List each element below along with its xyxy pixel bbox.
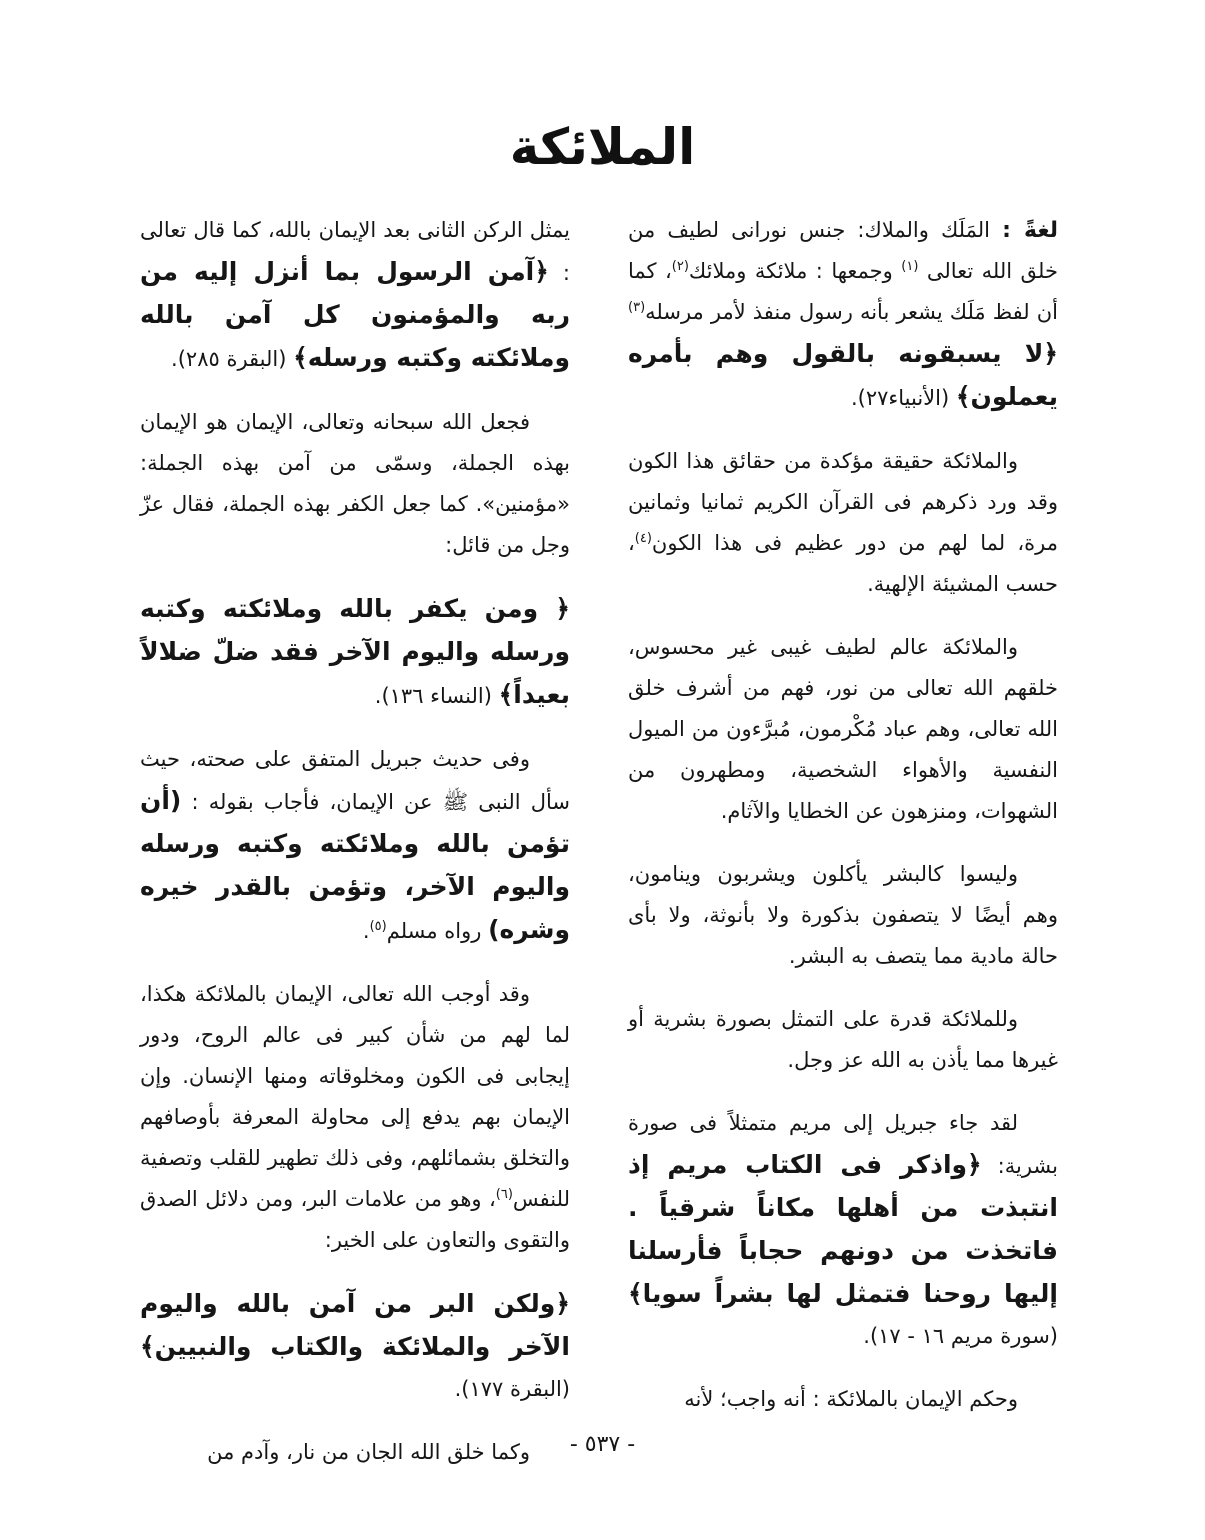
paragraph (628, 441, 1058, 605)
paragraph-text: وفى حديث جبريل المتفق على صحته، حيث سأل النبى ﷺ عن الإيمان، فأجاب بقوله : (140, 747, 570, 814)
hadith-quote: (أن تؤمن بالله وملائكته وكتبه ورسله واليوم الآخر، وتؤمن بالقدر خيره وشره) (140, 786, 570, 944)
paragraph-text: ، وهو من علامات البر، ومن دلائل الصدق والتقوى والتعاون على الخير: (140, 1187, 570, 1252)
quran-verse: ﴿لا يسبقونه بالقول وهم بأمره يعملون﴾ (628, 339, 1058, 411)
paragraph-text: ، كما أن لفظ مَلَك يشعر بأنه رسول منفذ لأمر مرسله (628, 259, 1058, 324)
paragraph-text: وجمعها : ملائكة وملائك (688, 259, 893, 283)
paragraph: وحكم الإيمان بالملائكة : أنه واجب؛ لأنه (684, 1387, 1018, 1411)
verse-reference: (سورة مريم ١٦ - ١٧). (863, 1324, 1058, 1348)
verse-reference: (البقرة ٢٨٥). (171, 347, 287, 371)
paragraph-text: والملائكة حقيقة مؤكدة من حقائق هذا الكون وقد ورد ذكرهم فى القرآن الكريم ثمانيا وثمانين مرة، لما لهم من دور عظيم فى هذا الكون (628, 449, 1058, 555)
paragraph: وللملائكة قدرة على التمثل بصورة بشرية أو غيرها مما يأذن به الله عز وجل. (628, 1007, 1058, 1072)
quran-verse: ﴿ ومن يكفر بالله وملائكته وكتبه ورسله واليوم الآخر فقد ضلّ ضلالاً بعيداً﴾ (140, 594, 570, 709)
page-number: - ٥٣٧ - (569, 1432, 636, 1457)
definition-label: لغةً : (1002, 218, 1058, 243)
paragraph-text: وقد أوجب الله تعالى، الإيمان بالملائكة هكذا، لما لهم من شأن كبير فى عالم الروح، ودور إيجابى فى الكون ومخلوقاته ومنها الإنسان. وإن الإيمان بهم يدفع إلى محاولة المعرفة بأوصافهم والتخلق بشمائلهم، وفى ذلك تطهير للقلب وتصفية للنفس (140, 982, 570, 1211)
quran-verse: ﴿واذكر فى الكتاب مريم إذ انتبذت من أهلها مكاناً شرقياً . فاتخذت من دونهم حجاباً فأرسلنا إليها روحنا فتمثل لها بشراً سويا﴾ (628, 1150, 1058, 1308)
quran-verse: ﴿آمن الرسول بما أنزل إليه من ربه والمؤمنون كل آمن بالله وملائكته وكتبه ورسله﴾ (140, 257, 570, 372)
page-title: الملائكة (509, 118, 696, 176)
footnote-marker: (٥) (369, 919, 387, 934)
paragraph-text: رواه مسلم (386, 919, 482, 943)
paragraph (140, 1283, 570, 1410)
paragraph-text: يمثل الركن الثانى بعد الإيمان بالله، كما قال تعالى : (140, 218, 570, 285)
paragraph-text: . (362, 919, 370, 943)
paragraph-definition (628, 210, 1058, 419)
verse-reference: (البقرة ١٧٧). (454, 1377, 570, 1401)
quran-verse: ﴿ولكن البر من آمن بالله واليوم الآخر والملائكة والكتاب والنبيين﴾ (140, 1289, 570, 1361)
paragraph: والملائكة عالم لطيف غيبى غير محسوس، خلقهم الله تعالى من نور، فهم من أشرف خلق الله تعالى، وهم عباد مُكْرمون، مُبرَّءون من الميول النفسية والأهواء الشخصية، ومطهرون من الشهوات، ومنزهون عن الخطايا والآثام. (628, 635, 1058, 823)
paragraph (140, 974, 570, 1261)
paragraph (140, 739, 570, 952)
paragraph-text: ، حسب المشيئة الإلهية. (628, 531, 1058, 596)
paragraph-text: لقد جاء جبريل إلى مريم متمثلاً فى صورة بشرية: (628, 1111, 1058, 1178)
verse-reference: (النساء ١٣٦). (374, 684, 492, 708)
footnote-marker: (٣) (628, 300, 646, 315)
footnote-marker: (٢) (671, 259, 689, 274)
paragraph (628, 1103, 1058, 1357)
paragraph-text: المَلَك والملاك: جنس نورانى لطيف من خلق الله تعالى (628, 218, 1058, 283)
paragraph (140, 588, 570, 717)
verse-reference: (الأنبياء٢٧). (850, 386, 950, 410)
paragraph: وليسوا كالبشر يأكلون ويشربون وينامون، وهم أيضًا لا يتصفون بذكورة ولا بأنوثة، ولا بأى حالة مادية مما يتصف به البشر. (628, 862, 1058, 968)
right-column (628, 210, 1058, 1442)
footnote-marker: (٤) (634, 531, 652, 546)
paragraph (140, 210, 570, 380)
paragraph: وكما خلق الله الجان من نار، وآدم من (207, 1440, 530, 1464)
footnote-marker: (١) (901, 259, 919, 274)
left-column (140, 210, 570, 1495)
paragraph: فجعل الله سبحانه وتعالى، الإيمان هو الإيمان بهذه الجملة، وسمّى من آمن بهذه الجملة: «مؤمنين». كما جعل الكفر بهذه الجملة، فقال عزّ وجل من قائل: (140, 410, 570, 557)
footnote-marker: (٦) (495, 1187, 513, 1202)
